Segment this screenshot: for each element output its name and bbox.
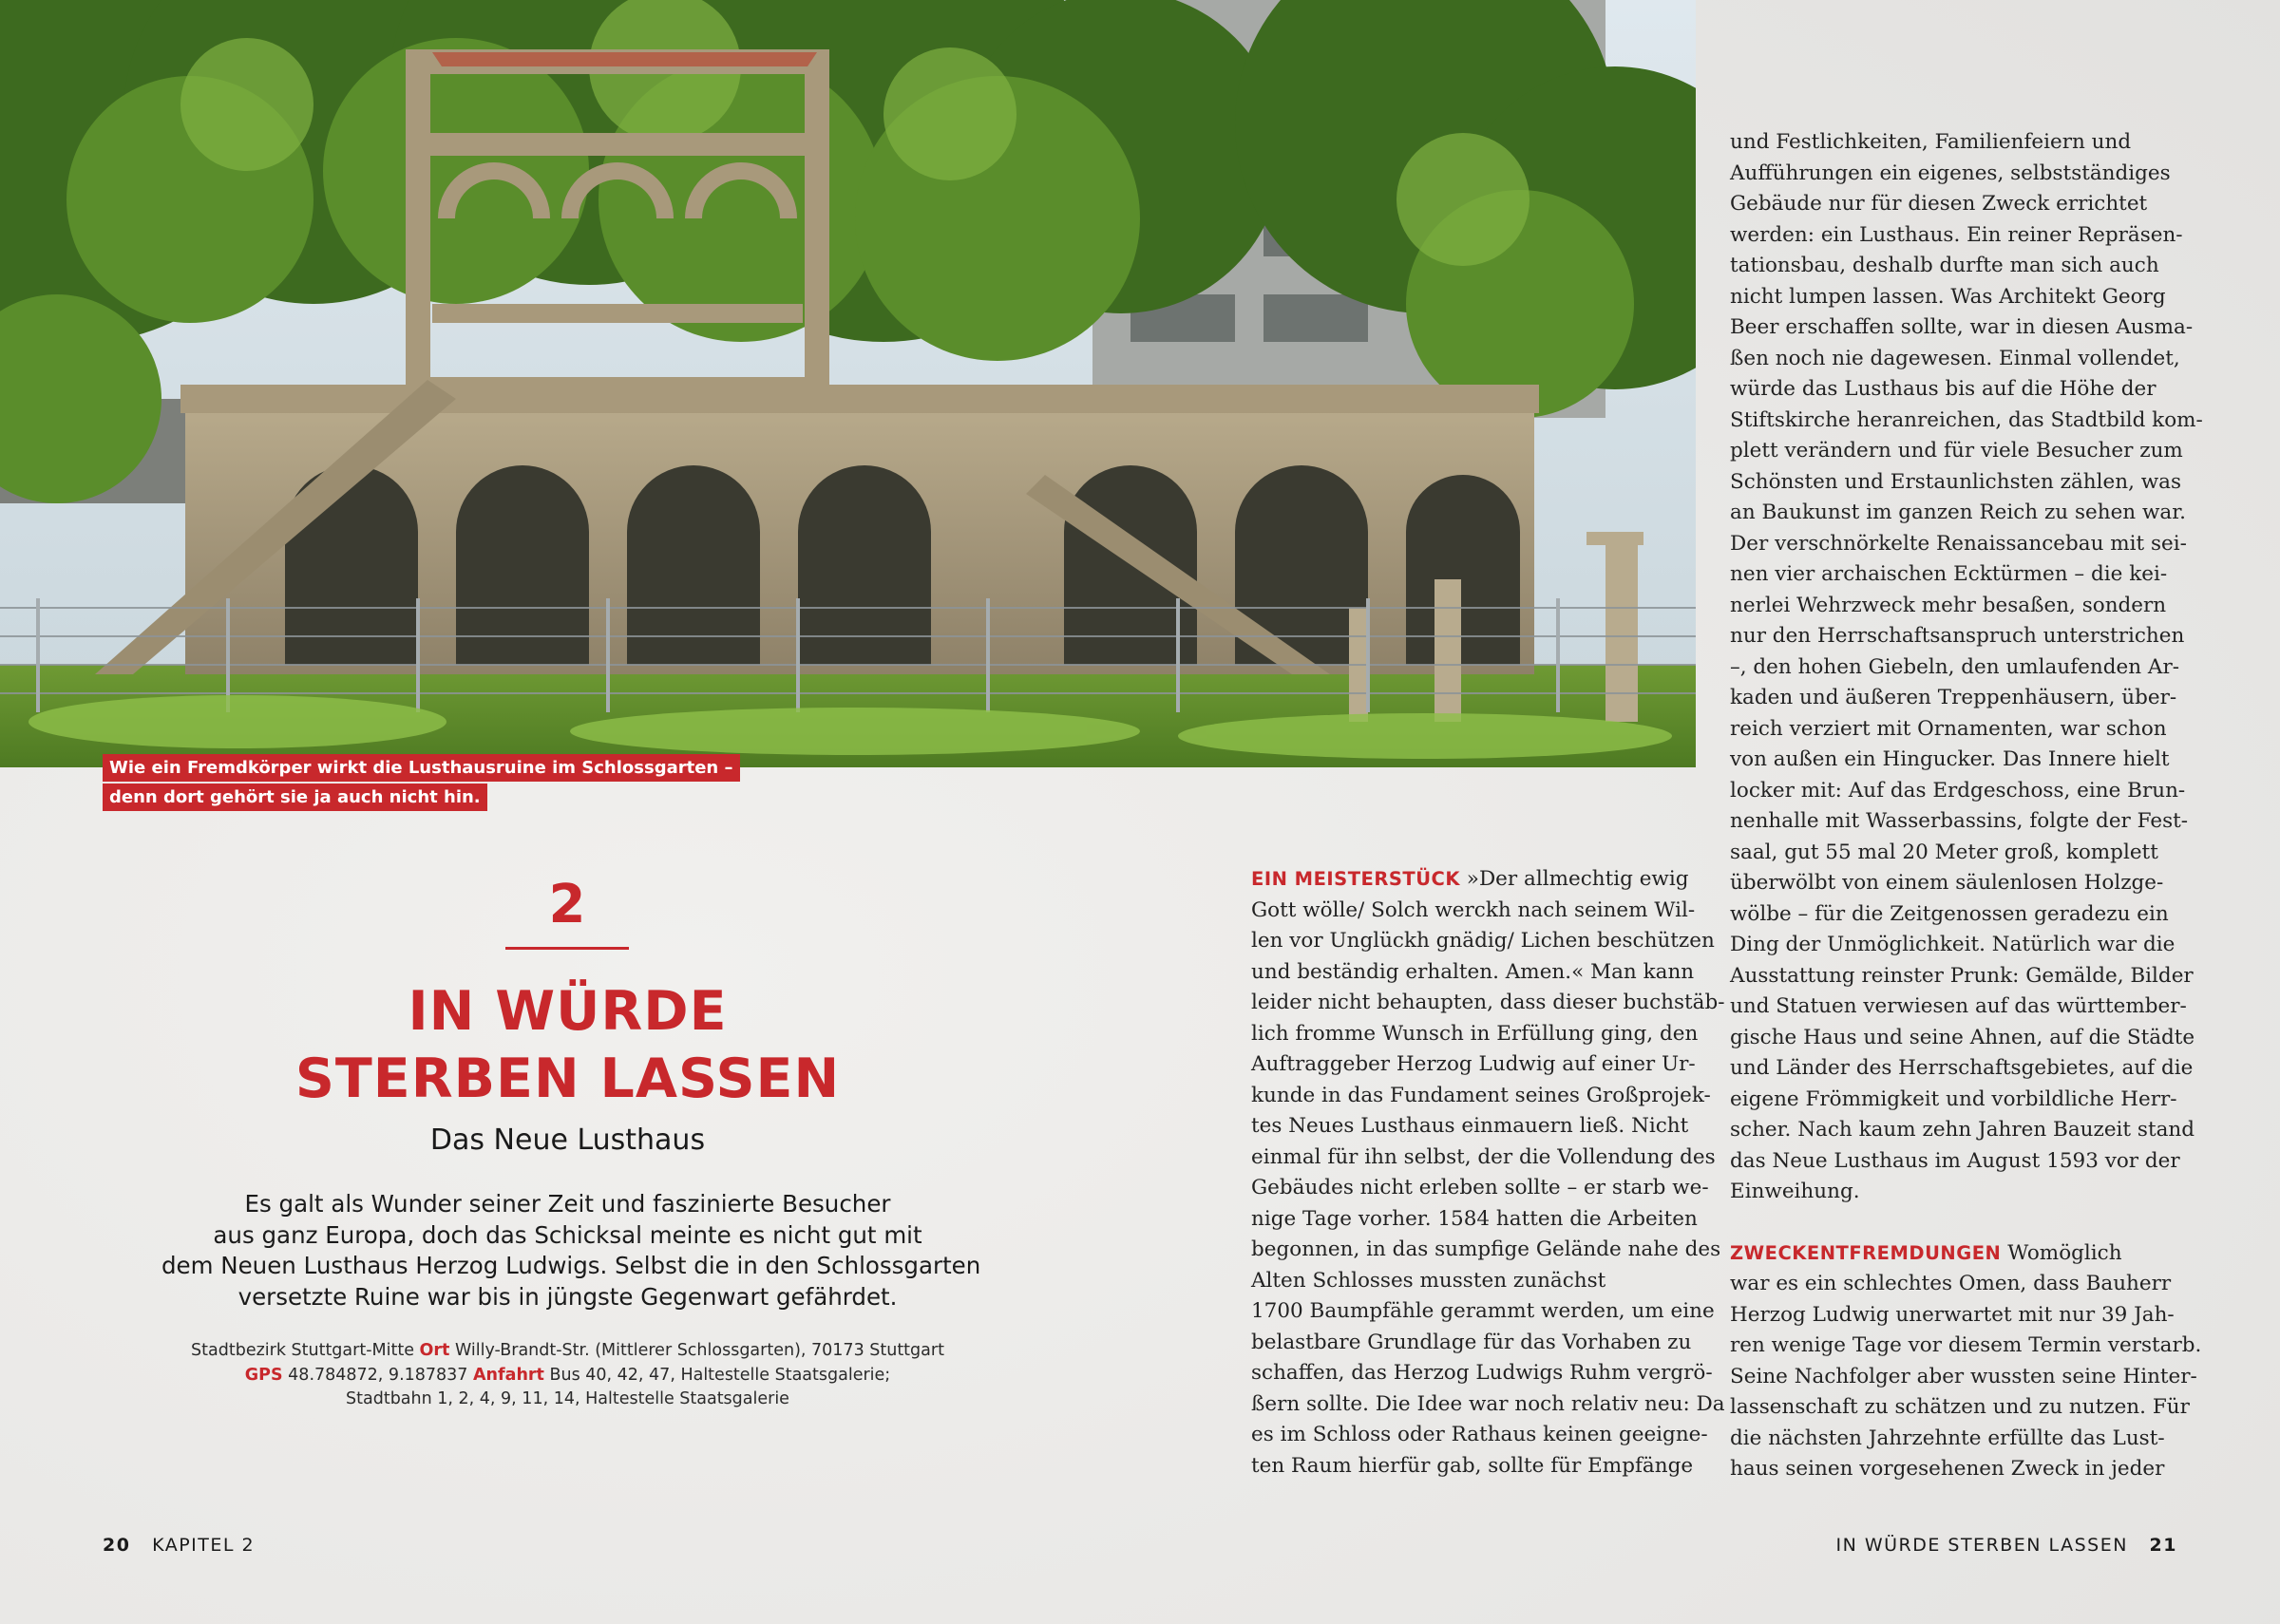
column-line: 1700 Baumpfähle gerammt werden, um eine — [1251, 1299, 1715, 1323]
column-line: haus seinen vorgesehenen Zweck in jeder — [1730, 1457, 2165, 1481]
info-anfahrt-label: Anfahrt — [473, 1365, 544, 1385]
column-line: Der verschnörkelte Renaissancebau mit sei- — [1730, 531, 2187, 556]
footer-chapter-label: KAPITEL 2 — [152, 1535, 256, 1556]
column-line: es im Schloss oder Rathaus keinen geeigne- — [1251, 1423, 1708, 1446]
lead-line: aus ganz Europa, doch das Schicksal meinte es nicht gut mit — [213, 1220, 922, 1249]
column-line-text: »Der allmechtig ewig — [1459, 867, 1689, 891]
column-line: leider nicht behaupten, dass dieser buchstäb- — [1251, 991, 1725, 1014]
column-line: eigene Frömmigkeit und vorbildliche Herr- — [1730, 1086, 2177, 1111]
column-line: schaffen, das Herzog Ludwigs Ruhm vergrö- — [1251, 1361, 1713, 1385]
column-line: einmal für ihn selbst, der die Vollendung des — [1251, 1144, 1716, 1169]
lead-line: dem Neuen Lusthaus Herzog Ludwigs. Selbst die in den Schlossgarten — [162, 1252, 981, 1279]
column-line: belastbare Grundlage für das Vorhaben zu — [1251, 1330, 1692, 1354]
column-line: nen vier archaischen Ecktürmen – die kei- — [1730, 562, 2168, 586]
column-line: Seine Nachfolger aber wussten seine Hinter- — [1730, 1364, 2197, 1388]
column-line: und Statuen verwiesen auf das württember- — [1730, 994, 2187, 1018]
chapter-number: 2 — [505, 874, 629, 950]
column-line: kunde in das Fundament seines Großprojek- — [1251, 1083, 1711, 1107]
column-line: begonnen, in das sumpfige Gelände nahe des — [1251, 1237, 1721, 1261]
info-gps-value: 48.784872, 9.187837 — [288, 1365, 468, 1385]
column-line: würde das Lusthaus bis auf die Höhe der — [1730, 377, 2156, 401]
info-line-3: Stadtbahn 1, 2, 4, 9, 11, 14, Haltestelle Staatsgalerie — [346, 1389, 789, 1408]
column-line: Ding der Unmöglichkeit. Natürlich war die — [1730, 933, 2176, 956]
column-line: kaden und äußeren Treppenhäusern, über- — [1730, 686, 2177, 709]
chapter-title — [190, 978, 945, 1113]
lead-line: versetzte Ruine war bis in jüngste Gegenwart gefährdet. — [238, 1282, 898, 1311]
column-line: Auftraggeber Herzog Ludwig auf einer Ur- — [1251, 1052, 1696, 1076]
column-line: und beständig erhalten. Amen.« Man kann — [1251, 959, 1695, 984]
ruin-photo-illustration — [0, 0, 1696, 767]
column-line: len vor Unglückh gnädig/ Lichen beschützen — [1251, 929, 1715, 953]
column-line: Gebäudes nicht erleben sollte – er starb we- — [1251, 1176, 1709, 1199]
column-line: scher. Nach kaum zehn Jahren Bauzeit stand — [1730, 1118, 2195, 1142]
info-district: Stadtbezirk Stuttgart-Mitte — [191, 1341, 414, 1360]
column-line: Aufführungen ein eigenes, selbstständiges — [1730, 161, 2171, 185]
column-line: ßern sollte. Die Idee war noch relativ neu: Da — [1251, 1391, 1725, 1416]
info-line-1 — [142, 1339, 993, 1364]
column-line: nenhalle mit Wasserbassins, folgte der Fest- — [1730, 809, 2189, 833]
column-line: Alten Schlosses mussten zunächst — [1251, 1268, 1606, 1293]
column-line: Gebäude nur für diesen Zweck errichtet — [1730, 192, 2148, 216]
location-info — [142, 1339, 993, 1412]
footer-right — [1835, 1535, 2177, 1556]
column-line: ten Raum hierfür gab, sollte für Empfänge — [1251, 1453, 1694, 1478]
info-gps-label: GPS — [244, 1365, 283, 1385]
column-line: gische Haus und seine Ahnen, auf die Städte — [1730, 1025, 2195, 1049]
lead-paragraph — [162, 1189, 981, 1312]
column-line: die nächsten Jahrzehnte erfüllte das Lust- — [1730, 1426, 2165, 1450]
column-line: und Festlichkeiten, Familienfeiern und — [1730, 130, 2132, 154]
column-line: reich verziert mit Ornamenten, war schon — [1730, 716, 2167, 741]
page-number-left: 20 — [103, 1535, 131, 1556]
section-heading-meisterstueck: EIN MEISTERSTÜCK — [1251, 868, 1460, 890]
column-line: saal, gut 55 mal 20 Meter groß, komplett — [1730, 840, 2158, 864]
column-line: Beer erschaffen sollte, war in diesen Ausma- — [1730, 315, 2194, 339]
info-ort-value: Willy-Brandt-Str. (Mittlerer Schlossgarten), 70173 Stuttgart — [455, 1341, 944, 1360]
text-column-2 — [1251, 864, 1725, 1482]
footer-title-label: IN WÜRDE STERBEN LASSEN — [1835, 1535, 2128, 1556]
column-line: Herzog Ludwig unerwartet mit nur 39 Jah- — [1730, 1302, 2175, 1327]
column-line — [1730, 1238, 2195, 1270]
column-line-text: Womöglich — [2001, 1240, 2122, 1265]
photo-caption — [103, 754, 740, 813]
text-column-3 — [1730, 127, 2203, 1485]
column-line: nerlei Wehrzweck mehr besaßen, sondern — [1730, 593, 2167, 617]
info-line-2 — [142, 1364, 993, 1388]
photo-caption-line-1: Wie ein Fremdkörper wirkt die Lusthausruine im Schlossgarten – — [103, 754, 740, 782]
column-line: Gott wölle/ Solch werckh nach seinem Wil- — [1251, 897, 1696, 922]
footer-left — [103, 1535, 255, 1556]
ruin-photo — [0, 0, 1696, 767]
column-line: locker mit: Auf das Erdgeschoss, eine Brun- — [1730, 778, 2186, 803]
column-line: nige Tage vorher. 1584 hatten die Arbeiten — [1251, 1206, 1698, 1231]
column-line: tationsbau, deshalb durfte man sich auch — [1730, 254, 2159, 277]
column-line: Ausstattung reinster Prunk: Gemälde, Bilder — [1730, 963, 2194, 988]
column-line: überwölbt von einem säulenlosen Holzge- — [1730, 871, 2164, 895]
chapter-title-line-2: STERBEN LASSEN — [294, 1048, 841, 1110]
column-line: tes Neues Lusthaus einmauern ließ. Nicht — [1251, 1114, 1689, 1138]
column-line: ren wenige Tage vor diesem Termin verstarb. — [1730, 1333, 2202, 1357]
info-anfahrt-value: Bus 40, 42, 47, Haltestelle Staatsgalerie; — [549, 1365, 891, 1385]
column-line: wölbe – für die Zeitgenossen geradezu ein — [1730, 901, 2169, 926]
column-line: nur den Herrschaftsanspruch unterstrichen — [1730, 624, 2185, 648]
photo-caption-line-2: denn dort gehört sie ja auch nicht hin. — [103, 784, 487, 811]
lead-line: Es galt als Wunder seiner Zeit und faszinierte Besucher — [244, 1190, 891, 1218]
section-heading-zweckentfremdungen: ZWECKENTFREMDUNGEN — [1730, 1241, 2002, 1264]
column-line: plett verändern und für viele Besucher zum — [1730, 439, 2183, 463]
column-line: das Neue Lusthaus im August 1593 vor der — [1730, 1148, 2180, 1173]
chapter-subtitle: Das Neue Lusthaus — [429, 1124, 706, 1157]
column-line: –, den hohen Giebeln, den umlaufenden Ar- — [1730, 654, 2179, 679]
info-ort-label: Ort — [419, 1341, 450, 1360]
column-line: und Länder des Herrschaftsgebietes, auf die — [1730, 1056, 2194, 1080]
column-line: ßen noch nie dagewesen. Einmal vollendet, — [1730, 346, 2180, 370]
column-line: lassenschaft zu schätzen und zu nutzen. Für — [1730, 1395, 2190, 1419]
chapter-title-line-1: IN WÜRDE — [408, 980, 728, 1043]
column-line: war es ein schlechtes Omen, dass Bauherr — [1730, 1272, 2172, 1295]
column-line: Einweihung. — [1730, 1180, 1860, 1203]
column-line — [1251, 864, 1688, 896]
column-line: von außen ein Hingucker. Das Innere hielt — [1730, 747, 2170, 771]
column-line: werden: ein Lusthaus. Ein reiner Repräsen- — [1730, 222, 2183, 247]
column-line: lich fromme Wunsch in Erfüllung ging, den — [1251, 1021, 1699, 1046]
column-line: Schönsten und Erstaunlichsten zählen, was — [1730, 469, 2182, 494]
paragraph-gap — [1730, 1208, 2195, 1238]
column-line: Stiftskirche heranreichen, das Stadtbild kom- — [1730, 407, 2203, 432]
page-number-right: 21 — [2149, 1535, 2177, 1556]
column-line: an Baukunst im ganzen Reich zu sehen war. — [1730, 500, 2186, 524]
column-line: nicht lumpen lassen. Was Architekt Georg — [1730, 284, 2166, 309]
